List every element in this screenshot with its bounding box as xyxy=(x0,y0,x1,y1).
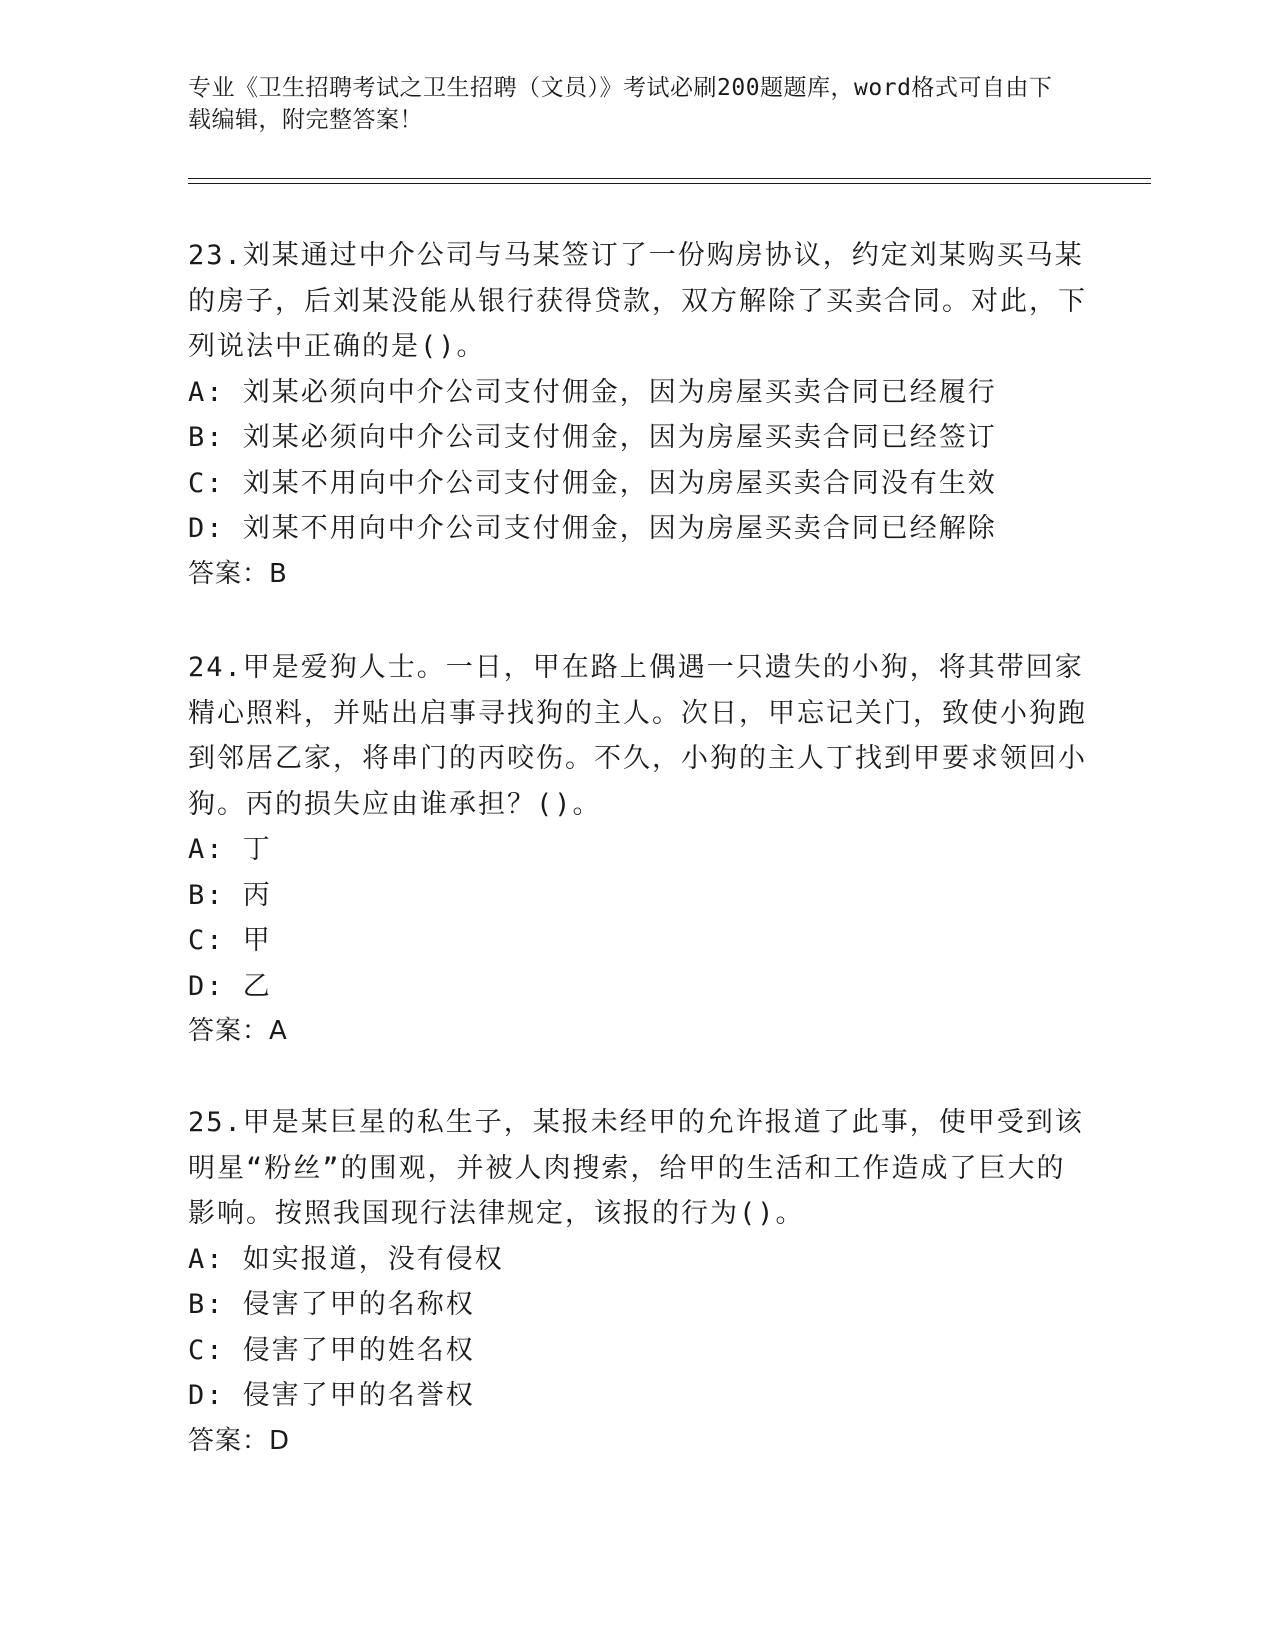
option-d: D: 刘某不用向中介公司支付佣金，因为房屋买卖合同已经解除 xyxy=(188,513,997,544)
question-stem: 24.甲是爱狗人士。一日，甲在路上偶遇一只遗失的小狗，将其带回家精心照料，并贴出启事寻找狗的主人。次日，甲忘记关门，致使小狗跑到邻居乙家，将串门的丙咬伤。不久，小狗的主人丁找到甲要求领回小狗。丙的损失应由谁承担？()。 xyxy=(188,652,1087,820)
option-c: C: 刘某不用向中介公司支付佣金，因为房屋买卖合同没有生效 xyxy=(188,467,997,499)
question-stem: 25.甲是某巨星的私生子，某报未经甲的允许报道了此事，使甲受到该明星“粉丝”的围观，并被人肉搜索，给甲的生活和工作造成了巨大的影响。按照我国现行法律规定，该报的行为()。 xyxy=(188,1107,1084,1229)
option-c: C: 甲 xyxy=(188,925,272,956)
option-b: B: 刘某必须向中介公司支付佣金，因为房屋买卖合同已经签订 xyxy=(188,422,997,453)
option-a: A: 刘某必须向中介公司支付佣金，因为房屋买卖合同已经履行 xyxy=(188,376,997,408)
option-c: C: 侵害了甲的姓名权 xyxy=(188,1334,475,1366)
option-b: B: 侵害了甲的名称权 xyxy=(188,1289,475,1320)
answer: 答案：D xyxy=(188,1425,291,1456)
option-d: D: 侵害了甲的名誉权 xyxy=(188,1380,475,1411)
option-a: A: 如实报道，没有侵权 xyxy=(188,1243,504,1275)
document-header: 专业《卫生招聘考试之卫生招聘（文员）》考试必刷200题题库，word格式可自由下载编辑，附完整答案！ xyxy=(188,75,1053,133)
header-divider xyxy=(188,178,1151,184)
option-d: D: 乙 xyxy=(188,970,272,1002)
question-stem: 23.刘某通过中介公司与马某签订了一份购房协议，约定刘某购买马某的房子，后刘某没能从银行获得贷款，双方解除了买卖合同。对此，下列说法中正确的是()。 xyxy=(188,240,1087,362)
option-a: A: 丁 xyxy=(188,834,272,865)
answer: 答案：B xyxy=(188,558,288,589)
answer: 答案：A xyxy=(188,1016,288,1046)
option-b: B: 丙 xyxy=(188,879,272,911)
question-25 xyxy=(188,1100,1088,1464)
question-23 xyxy=(188,233,1088,597)
question-24 xyxy=(188,645,1088,1055)
